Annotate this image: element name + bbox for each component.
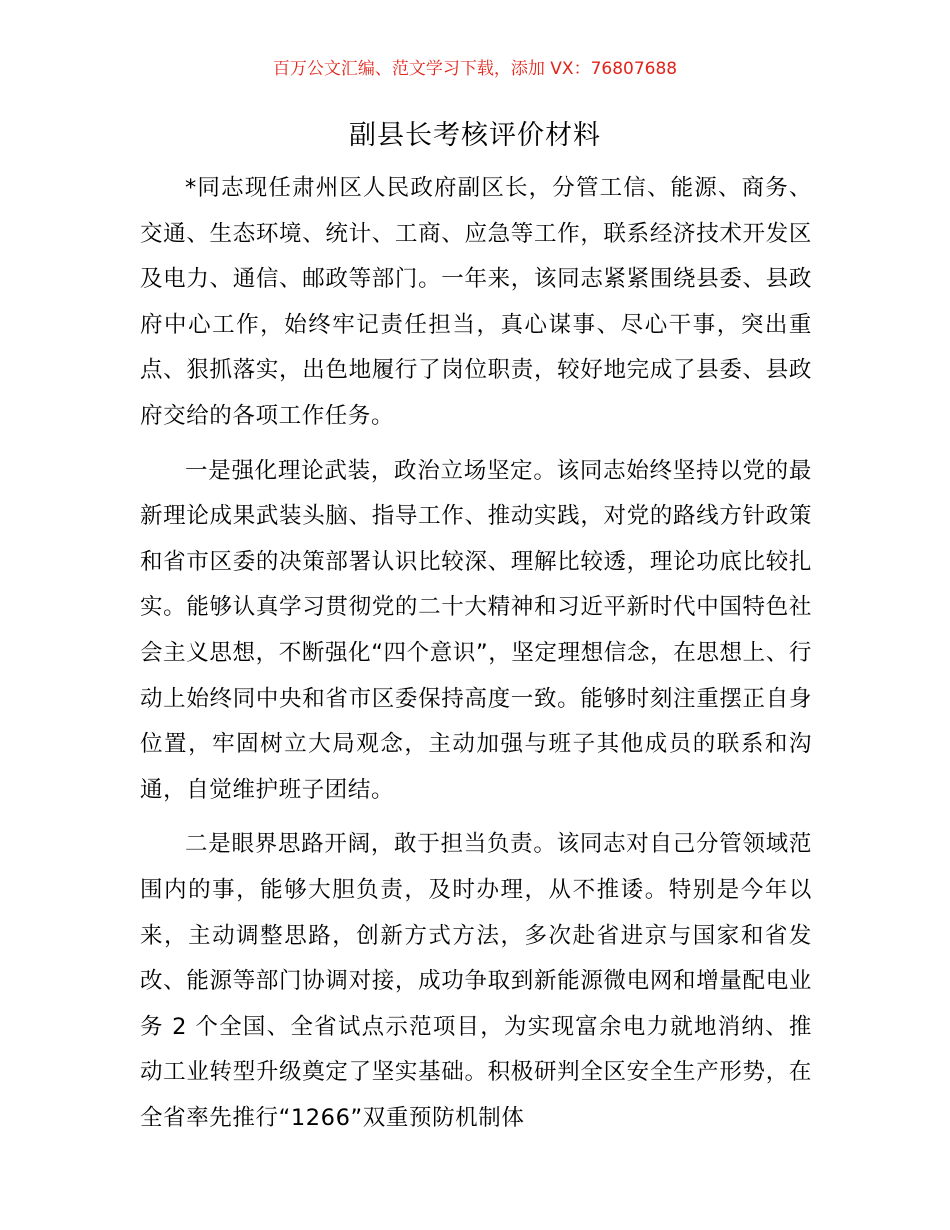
- paragraph-intro: *同志现任肃州区人民政府副区长，分管工信、能源、商务、交通、生态环境、统计、工商、应急等工作，联系经济技术开发区及电力、通信、邮政等部门。一年来，该同志紧紧围绕县委、县政府中心工作，始终牢记责任担当，真心谋事、尽心干事，突出重点、狠抓落实，出色地履行了岗位职责，较好地完成了县委、县政府交给的各项工作任务。: [140, 175, 812, 429]
- paragraph-theory: 一是强化理论武装，政治立场坚定。该同志始终坚持以党的最新理论成果武装头脑、指导工作、推动实践，对党的路线方针政策和省市区委的决策部署认识比较深、理解比较透，理论功底比较扎实。能够认真学习贯彻党的二十大精神和习近平新时代中国特色社会主义思想，不断强化“四个意识”，坚定理想信念，在思想上、行动上始终同中央和省市区委保持高度一致。能够时刻注重摆正自身位置，牢固树立大局观念，主动加强与班子其他成员的联系和沟通，自觉维护班子团结。: [140, 457, 812, 803]
- document-title: 副县长考核评价材料: [349, 120, 601, 151]
- watermark-text: 百万公文汇编、范文学习下载，添加 VX：76807688: [272, 59, 678, 79]
- paragraph-responsibility: 二是眼界思路开阔，敢于担当负责。该同志对自己分管领域范围内的事，能够大胆负责，及时办理，从不推诿。特别是今年以来，主动调整思路，创新方式方法，多次赴省进京与国家和省发改、能源等部门协调对接，成功争取到新能源微电网和增量配电业务 2 个全国、全省试点示范项目，为实现富余电力就地消纳、推动工业转型升级奠定了坚实基础。积极研判全区安全生产形势，在全省率先推行“1266”双重预防机制体: [140, 831, 812, 1131]
- document-body: [140, 166, 812, 1150]
